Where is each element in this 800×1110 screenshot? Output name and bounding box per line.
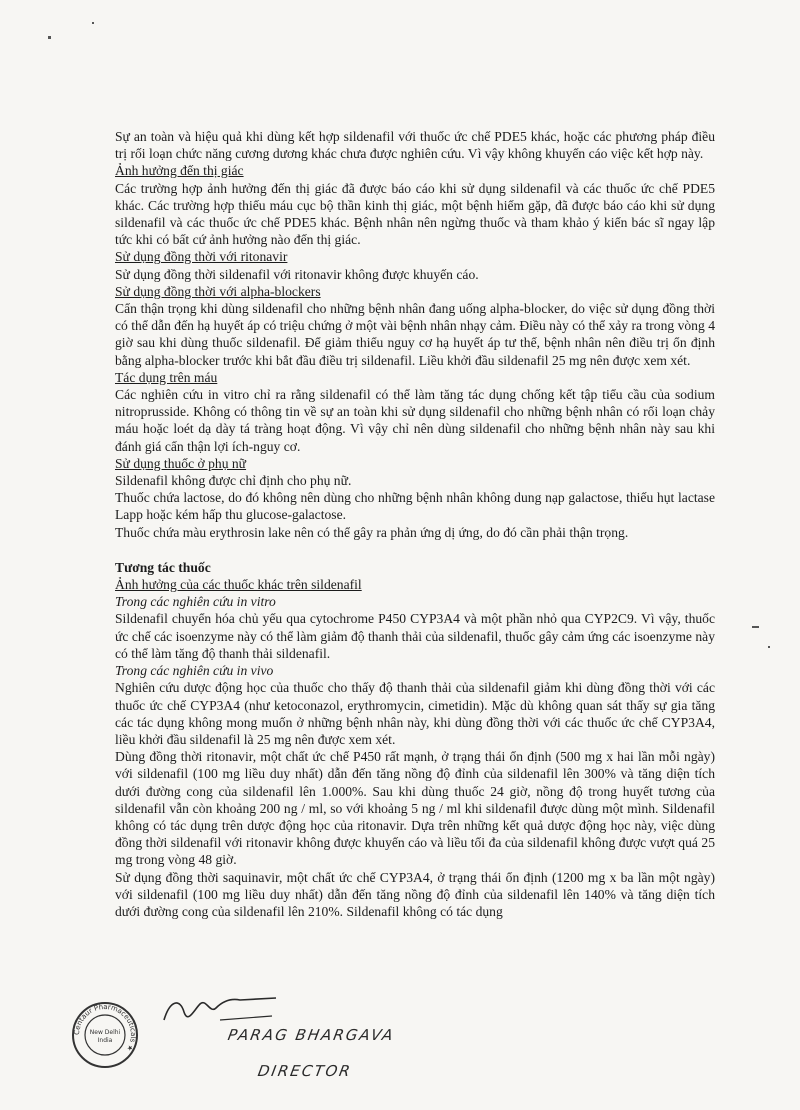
svg-text:India: India (97, 1037, 113, 1044)
company-stamp (70, 1000, 140, 1070)
subsection-heading: Trong các nghiên cứu in vitro (115, 594, 276, 610)
section-heading: Ảnh hưởng của các thuốc khác trên sildenafil (115, 577, 362, 593)
scan-speck (768, 646, 770, 648)
scan-speck (92, 22, 94, 24)
signatory-title: DIRECTOR (256, 1062, 354, 1080)
paragraph: Sildenafil không được chỉ định cho phụ nữ. (115, 473, 352, 489)
section-heading: Tác dụng trên máu (115, 369, 218, 385)
section-heading: Sử dụng đồng thời với alpha-blockers (115, 283, 321, 299)
paragraph: Sildenafil chuyển hóa chủ yếu qua cytochrome P450 CYP3A4 và một phần nhỏ qua CYP2C9. Vì vậy, thuốc ức chế các isoenzyme này có thể làm giảm độ thanh thải của sildenafil, thuốc gây cảm ứng các isoenzyme này có thể làm tăng độ thanh thải sildenafil. (115, 611, 715, 661)
section-heading: Sử dụng đồng thời với ritonavir (115, 249, 288, 265)
paragraph: Sử dụng đồng thời sildenafil với ritonavir không được khuyến cáo. (115, 266, 479, 282)
paragraph: Thuốc chứa màu erythrosin lake nên có thể gây ra phản ứng dị ứng, do đó cần phải thận trọng. (115, 524, 629, 540)
paragraph: Nghiên cứu dược động học của thuốc cho thấy độ thanh thải của sildenafil giảm khi dùng đồng thời với các thuốc ức chế CYP3A4 (như ketoconazol, erythromycin, cimetidin). Mặc dù không quan sát thấy sự gia tăng các tác dụng không mong muốn ở những bệnh nhân này, khi dùng đồng thời với các thuốc ức chế CYP3A4, liều khởi đầu sildenafil là 25 mg nên được xem xét. (115, 680, 715, 747)
paragraph: Dùng đồng thời ritonavir, một chất ức chế P450 rất mạnh, ở trạng thái ổn định (500 mg x hai lần mỗi ngày) với sildenafil (100 mg liều duy nhất) dẫn đến tăng nồng độ đỉnh của sildenafil lên 300% và tăng diện tích dưới đường cong của sildenafil lên 1.000%. Sau khi dùng thuốc 24 giờ, nồng độ trong huyết tương của sildenafil vẫn còn khoảng 200 ng / ml, so với khoảng 5 ng / ml khi sildenafil được dùng một mình. Sildenafil không có tác dụng trên dược động học của ritonavir. Dựa trên những kết quả dược động học này, việc dùng đồng thời sildenafil với ritonavir không được khuyến cáo và liều tối đa của sildenafil không được vượt quá 25 mg trong vòng 48 giờ. (115, 749, 715, 868)
paragraph: Các trường hợp ảnh hưởng đến thị giác đã được báo cáo khi sử dụng sildenafil và các thuốc ức chế PDE5 khác. Các trường hợp thiếu máu cục bộ thần kinh thị giác, một bệnh hiếm gặp, đã được báo cáo khi sử dụng sildenafil và các thuốc ức chế PDE5 khác. Bệnh nhân nên ngừng thuốc và tham khảo ý kiến bác sĩ ngay lập tức khi có bất cứ ảnh hưởng nào đến thị giác. (115, 180, 715, 248)
signatory-name: PARAG BHARGAVA (226, 1026, 397, 1044)
handwritten-signature (160, 990, 280, 1030)
paragraph: Thuốc chứa lactose, do đó không nên dùng cho những bệnh nhân không dung nạp galactose, thiếu hụt lactase Lapp hoặc kém hấp thu glucose-galactose. (115, 490, 715, 523)
section-heading: Ảnh hưởng đến thị giác (115, 163, 244, 179)
paragraph: Sự an toàn và hiệu quả khi dùng kết hợp sildenafil với thuốc ức chế PDE5 khác, hoặc các phương pháp điều trị rối loạn chức năng cương dương khác chưa được nghiên cứu. Vì vậy không khuyến cáo việc kết hợp này. (115, 129, 715, 162)
paragraph: Sử dụng đồng thời saquinavir, một chất ức chế CYP3A4, ở trạng thái ổn định (1200 mg x ba lần một ngày) với sildenafil (100 mg liều duy nhất) dẫn đến tăng nồng độ đỉnh của sildenafil lên 140% và tăng diện tích dưới đường cong của sildenafil lên 210%. Sildenafil không có tác dụng (115, 869, 715, 919)
svg-text:New Delhi: New Delhi (89, 1029, 121, 1036)
svg-text:Centaur Pharmaceuticals ★: Centaur Pharmaceuticals ★ (72, 1002, 138, 1053)
scan-speck (752, 626, 759, 628)
paragraph: Các nghiên cứu in vitro chỉ ra rằng sildenafil có thể làm tăng tác dụng chống kết tập tiểu cầu của sodium nitroprusside. Không có thông tin về sự an toàn khi sử dụng sildenafil cho những bệnh nhân có rối loạn chảy máu hoặc loét dạ dày tá tràng hoạt động. Vì vậy chỉ nên dùng sildenafil cho những bệnh nhân này sau khi đánh giá cẩn thận lợi ích-nguy cơ. (115, 387, 715, 454)
scan-speck (48, 36, 51, 39)
section-heading: Sử dụng thuốc ở phụ nữ (115, 455, 247, 471)
paragraph: Cẩn thận trọng khi dùng sildenafil cho những bệnh nhân đang uống alpha-blocker, do việc sử dụng đồng thời có thể dẫn đến hạ huyết áp có triệu chứng ở một vài bệnh nhân nhạy cảm. Điều này có thể xảy ra trong vòng 4 giờ sau khi dùng thuốc sildenafil. Để giảm thiểu nguy cơ hạ huyết áp tư thế, bệnh nhân nên điều trị ổn định bằng alpha-blocker trước khi bắt đầu điều trị sildenafil. Liều khởi đầu sildenafil 25 mg nên được xem xét. (115, 301, 715, 368)
section-title: Tương tác thuốc (115, 559, 211, 575)
document-body (115, 128, 715, 920)
subsection-heading: Trong các nghiên cứu in vivo (115, 663, 274, 679)
